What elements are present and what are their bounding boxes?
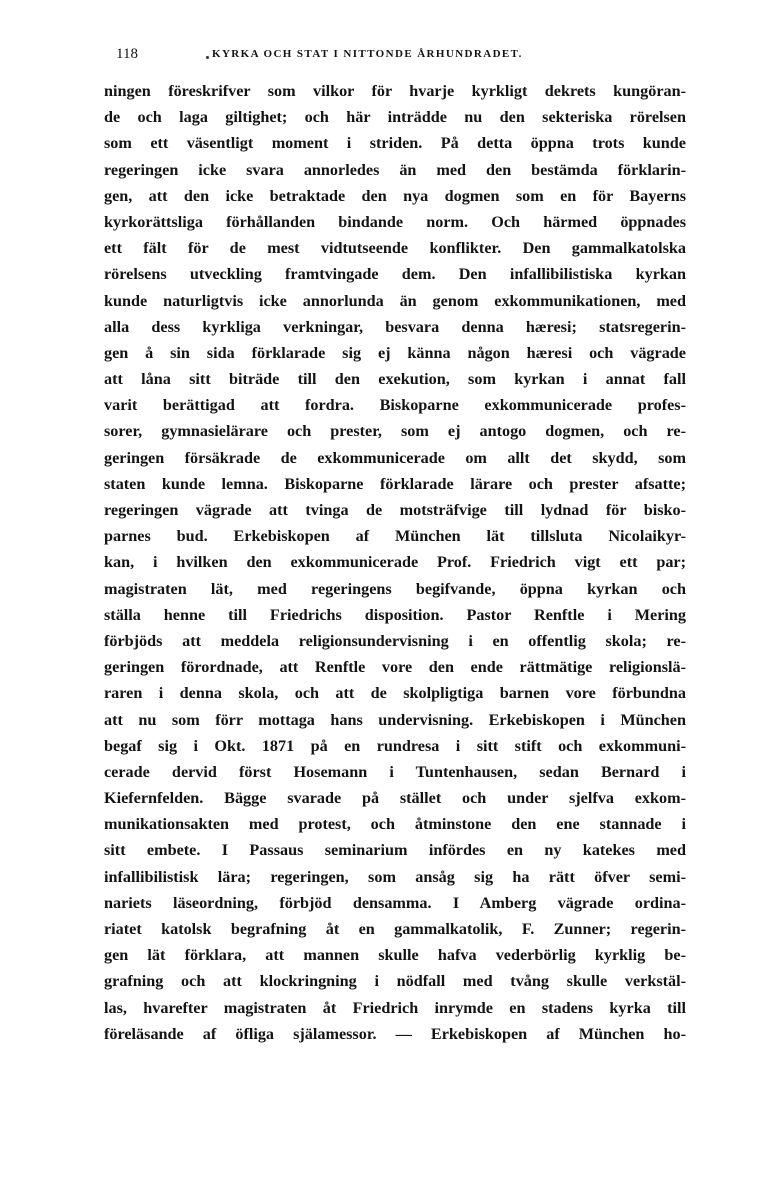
text-line: raren i denna skola, och att de skolpligtiga barnen vore förbundna xyxy=(104,684,686,703)
decorative-dot xyxy=(206,56,209,59)
text-line: att nu som förr mottaga hans undervisning. Erkebiskopen i München xyxy=(104,710,686,729)
text-line: rörelsens utveckling framtvingade dem. Den infallibilistiska kyrkan xyxy=(104,265,686,284)
text-line: förbjöds att meddela religionsundervisning i en offentlig skola; re- xyxy=(104,631,686,650)
text-line: regeringen icke svara annorledes än med den bestämda förklarin- xyxy=(104,160,686,179)
text-line: som ett väsentligt moment i striden. På detta öppna trots kunde xyxy=(104,134,686,153)
text-line: begaf sig i Okt. 1871 på en rundresa i sitt stift och exkommuni- xyxy=(104,736,686,755)
text-line: parnes bud. Erkebiskopen af München lät tillsluta Nicolaikyr- xyxy=(104,527,686,546)
text-line: ett fält för de mest vidtutseende konflikter. Den gammalkatolska xyxy=(104,239,686,258)
text-line: ställa henne till Friedrichs disposition. Pastor Renftle i Mering xyxy=(104,605,686,624)
text-line: infallibilistisk lära; regeringen, som ansåg sig ha rätt öfver semi- xyxy=(104,867,686,886)
text-line: staten kunde lemna. Biskoparne förklarade lärare och prester afsatte; xyxy=(104,474,686,493)
text-line: nariets läseordning, förbjöd densamma. I Amberg vägrade ordina- xyxy=(104,893,686,912)
text-line: alla dess kyrkliga verkningar, besvara denna hæresi; statsregerin- xyxy=(104,317,686,336)
text-line: geringen förordnade, att Renftle vore den ende rättmätige religionslä- xyxy=(104,658,686,677)
text-line: gen, att den icke betraktade den nya dogmen som en för Bayerns xyxy=(104,186,686,205)
text-line: sitt embete. I Passaus seminarium infördes en ny katekes med xyxy=(104,841,686,860)
text-line: de och laga giltighet; och här inträdde nu den sekteriska rörelsen xyxy=(104,108,686,127)
text-line: sorer, gymnasielärare och prester, som ej antogo dogmen, och re- xyxy=(104,422,686,441)
text-line: att låna sitt biträde till den exekution, som kyrkan i annat fall xyxy=(104,370,686,389)
text-line: riatet katolsk begrafning åt en gammalkatolik, F. Zunner; regerin- xyxy=(104,920,686,938)
text-line: gen lät förklara, att mannen skulle hafva vederbörlig kyrklig be- xyxy=(104,946,686,965)
text-line: gen å sin sida förklarade sig ej känna någon hæresi och vägrade xyxy=(104,343,686,362)
text-line: varit berättigad att fordra. Biskoparne exkommunicerade profes- xyxy=(104,396,686,415)
text-line: föreläsande af öfliga själamessor. — Erkebiskopen af München ho- xyxy=(104,1024,686,1043)
page-number: 118 xyxy=(116,46,138,62)
text-line: las, hvarefter magistraten åt Friedrich inrymde en stadens kyrka till xyxy=(104,998,686,1017)
text-line: magistraten lät, med regeringens begifvande, öppna kyrkan och xyxy=(104,579,686,598)
text-line: ningen föreskrifver som vilkor för hvarje kyrkligt dekrets kungöran- xyxy=(104,82,686,100)
text-line: grafning och att klockringning i nödfall med tvång skulle verkstäl- xyxy=(104,972,686,991)
text-line: cerade dervid först Hosemann i Tuntenhausen, sedan Bernard i xyxy=(104,762,686,781)
text-line: kunde naturligtvis icke annorlunda än genom exkommunikationen, med xyxy=(104,291,686,310)
text-line: munikationsakten med protest, och åtminstone den ene stannade i xyxy=(104,815,686,834)
text-line: regeringen vägrade att tvinga de motsträfvige till lydnad för bisko- xyxy=(104,501,686,519)
text-line: geringen försäkrade de exkommunicerade om allt det skydd, som xyxy=(104,448,686,467)
body-text xyxy=(104,78,686,1047)
text-line: kan, i hvilken den exkommunicerade Prof. Friedrich vigt ett par; xyxy=(104,553,686,572)
running-title: KYRKA OCH STAT I NITTONDE ÅRHUNDRADET. xyxy=(212,48,523,60)
page-header xyxy=(104,46,689,68)
text-line: Kiefernfelden. Bägge svarade på stället och under sjelfva exkom- xyxy=(104,789,686,808)
text-line: kyrkorättsliga förhållanden bindande norm. Och härmed öppnades xyxy=(104,212,686,231)
